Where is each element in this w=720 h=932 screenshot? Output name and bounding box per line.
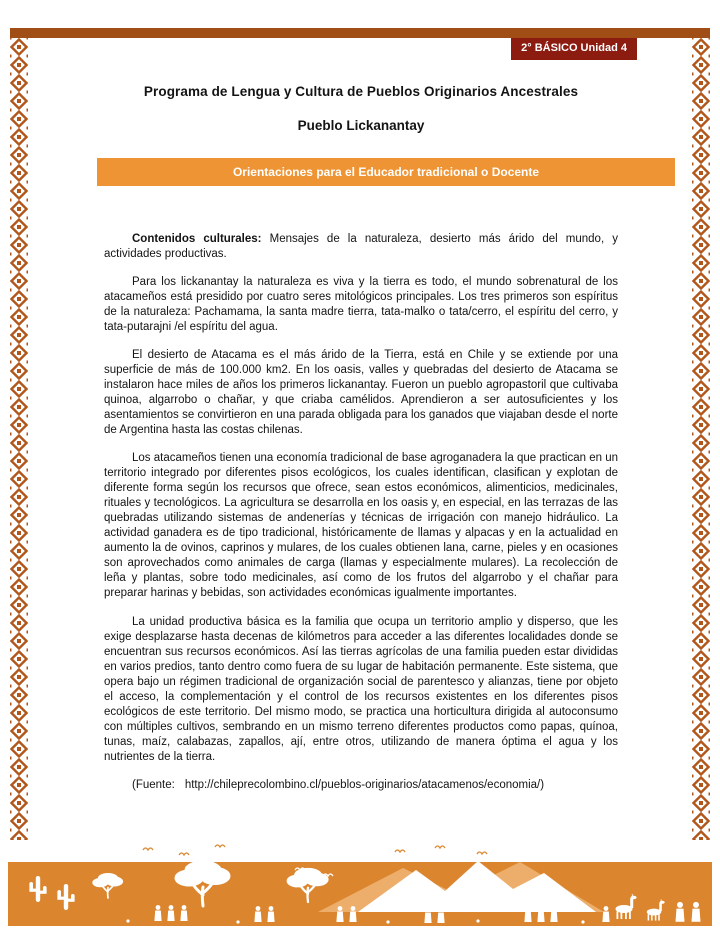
cultural-contents-text: Mensajes de la naturaleza, desierto más árido del mundo, y actividades productivas. [104,233,618,260]
source-line [104,778,618,793]
orientation-banner [97,158,675,186]
document-content [104,84,618,806]
paragraph-family-unit: La unidad productiva básica es la familia que ocupa un territorio amplio y disperso, que les exige desplazarse hasta decenas de kilómetros para acceder a las diferentes localidades donde se encuentran sus recursos económicos. Así las tierras agrícolas de una familia pueden estar divididas en varios predios, tanto dentro como fuera de su lugar de habitación permanente. Este sistema, que opera bajo un régimen tradicional de organización social de parentesco y alianzas, tiene por objeto el acceso, la complementación y el control de los recursos existentes en los diferentes pisos ecológicos de este territorio. Del mismo modo, se practica una horticultura dirigida al autoconsumo con múltiples cultivos, sembrando en un mismo terreno diferentes productos como papas, quínoa, tunas, maíz, calabazas, zapallos, ají, entre otros, utilizando de manera óptima el agua y los nutrientes de la tierra. [104,616,618,763]
top-border-bar [10,28,710,38]
paragraph-nature: Para los lickanantay la naturaleza es viva y la tierra es todo, el mundo sobrenatural de los atacameños está presidido por cuatro seres mitológicos principales. Los tres primeros son espíritus de la naturaleza: Pachamama, la santa madre tierra, tata-malko o tata/cerro, el espíritu del cerro, y tata-putarajni /el espíritu del agua. [104,276,618,333]
orientation-banner-label: Orientaciones para el Educador tradicional o Docente [232,165,540,179]
left-border-pattern [10,38,28,844]
document-title: Programa de Lengua y Cultura de Pueblos Originarios Ancestrales [143,84,579,99]
source-url: http://chileprecolombino.cl/pueblos-originarios/atacamenos/economia/) [184,779,545,791]
paragraph-desert: El desierto de Atacama es el más árido de la Tierra, está en Chile y se extiende por una superficie de más de 100.000 km2. En los oasis, valles y quebradas del desierto de Atacama se instalaron hace miles de años los primeros lickanantay. Fueron un pueblo agropastoril que cultivaba quinoa, algarrobo o chañar, y que criaba camélidos. Aprendieron a ser autosuficientes y los asentamientos se convirtieron en una parada obligada para los ganados que viajaban desde el norte de Argentina hasta las costas chilenas. [104,349,618,436]
cultural-contents-label: Contenidos culturales: [132,233,262,245]
footer-illustration [8,840,712,926]
unit-badge-label: 2° BÁSICO Unidad 4 [521,42,627,54]
source-label: (Fuente: [132,779,175,791]
document-subtitle: Pueblo Lickanantay [297,118,425,133]
right-border-pattern [692,38,710,844]
paragraph-cultural-contents [104,232,618,262]
footer-sky [8,840,712,862]
body-text [104,232,618,793]
unit-badge [511,38,637,60]
paragraph-economy: Los atacameños tienen una economía tradicional de base agroganadera la que practican en un territorio integrado por diferentes pisos ecológicos, los cuales identifican, clasifican y explotan de diferente forma según los recursos que ofrece, sean estos económicos, alimenticios, medicinales, rituales y tecnológicos. La agricultura se desarrolla en los oasis y, en especial, en las terrazas de las quebradas utilizando sistemas de andenerías y técnicas de irrigación con manejo hidráulico. La actividad ganadera es de tipo tradicional, históricamente de llamas y alpacas y en la actualidad en aumento la de ovinos, caprinos y mulares, de los cuales obtienen lana, carne, pieles y en ocasiones son aprovechados como animales de carga (llamas y especialmente mulares). La recolección de leña y plantas, sobre todo medicinales, así como de los frutos del algarrobo y el chañar para preparar harinas y bebidas, son actividades económicas igualmente importantes. [104,452,618,599]
